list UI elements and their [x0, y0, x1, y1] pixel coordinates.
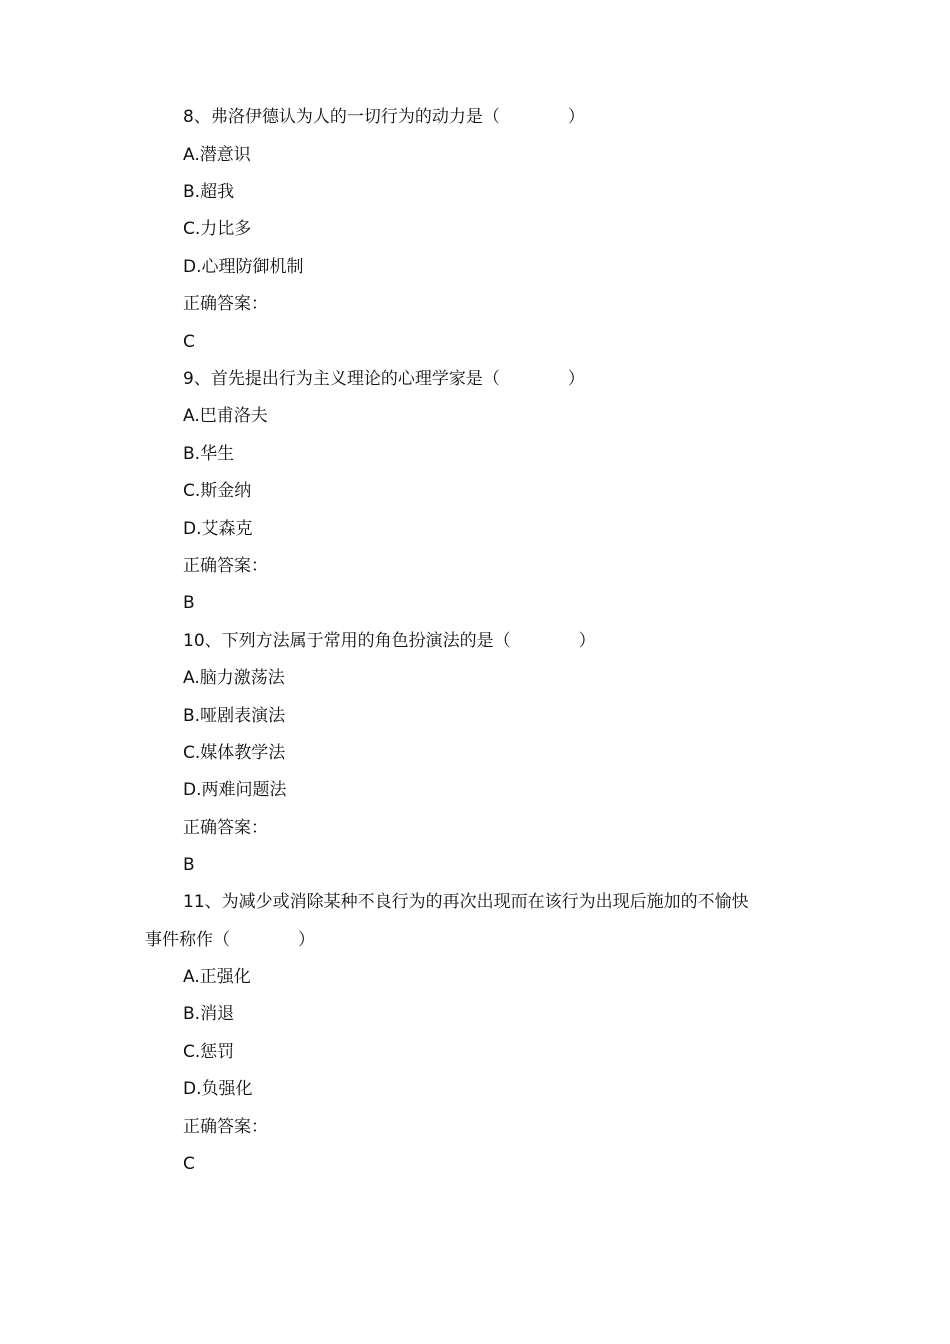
question-10-option-d: D.两难问题法	[183, 780, 287, 800]
question-10-answer-label: 正确答案：	[183, 818, 268, 838]
question-11-answer: C	[183, 1154, 195, 1174]
question-9-option-a: A.巴甫洛夫	[183, 406, 268, 426]
question-10-option-a: A.脑力激荡法	[183, 668, 285, 688]
question-9-answer-label: 正确答案：	[183, 556, 268, 576]
question-8-option-c: C.力比多	[183, 219, 252, 239]
question-9-answer: B	[183, 593, 195, 613]
question-11-option-b: B.消退	[183, 1004, 235, 1024]
question-10-option-b: B.哑剧表演法	[183, 706, 286, 726]
question-10-stem: 10、下列方法属于常用的角色扮演法的是（ ）	[183, 631, 596, 651]
question-8-option-a: A.潜意识	[183, 145, 251, 165]
question-8-option-b: B.超我	[183, 182, 235, 202]
question-10-option-c: C.媒体教学法	[183, 743, 286, 763]
question-9-option-d: D.艾森克	[183, 519, 253, 539]
question-9-option-c: C.斯金纳	[183, 481, 252, 501]
question-11-stem-line-1: 11、为减少或消除某种不良行为的再次出现而在该行为出现后施加的不愉快	[183, 892, 749, 912]
question-8-answer-label: 正确答案：	[183, 294, 268, 314]
question-11-answer-label: 正确答案：	[183, 1117, 268, 1137]
question-11-option-d: D.负强化	[183, 1079, 253, 1099]
question-10-answer: B	[183, 855, 195, 875]
question-11-option-c: C.惩罚	[183, 1042, 235, 1062]
question-9-stem: 9、首先提出行为主义理论的心理学家是（ ）	[183, 369, 585, 389]
question-11-option-a: A.正强化	[183, 967, 251, 987]
question-8-stem: 8、弗洛伊德认为人的一切行为的动力是（ ）	[183, 107, 585, 127]
question-8-answer: C	[183, 332, 195, 352]
question-11-stem-line-2: 事件称作（ ）	[145, 930, 315, 950]
question-8-option-d: D.心理防御机制	[183, 257, 304, 277]
question-9-option-b: B.华生	[183, 444, 235, 464]
